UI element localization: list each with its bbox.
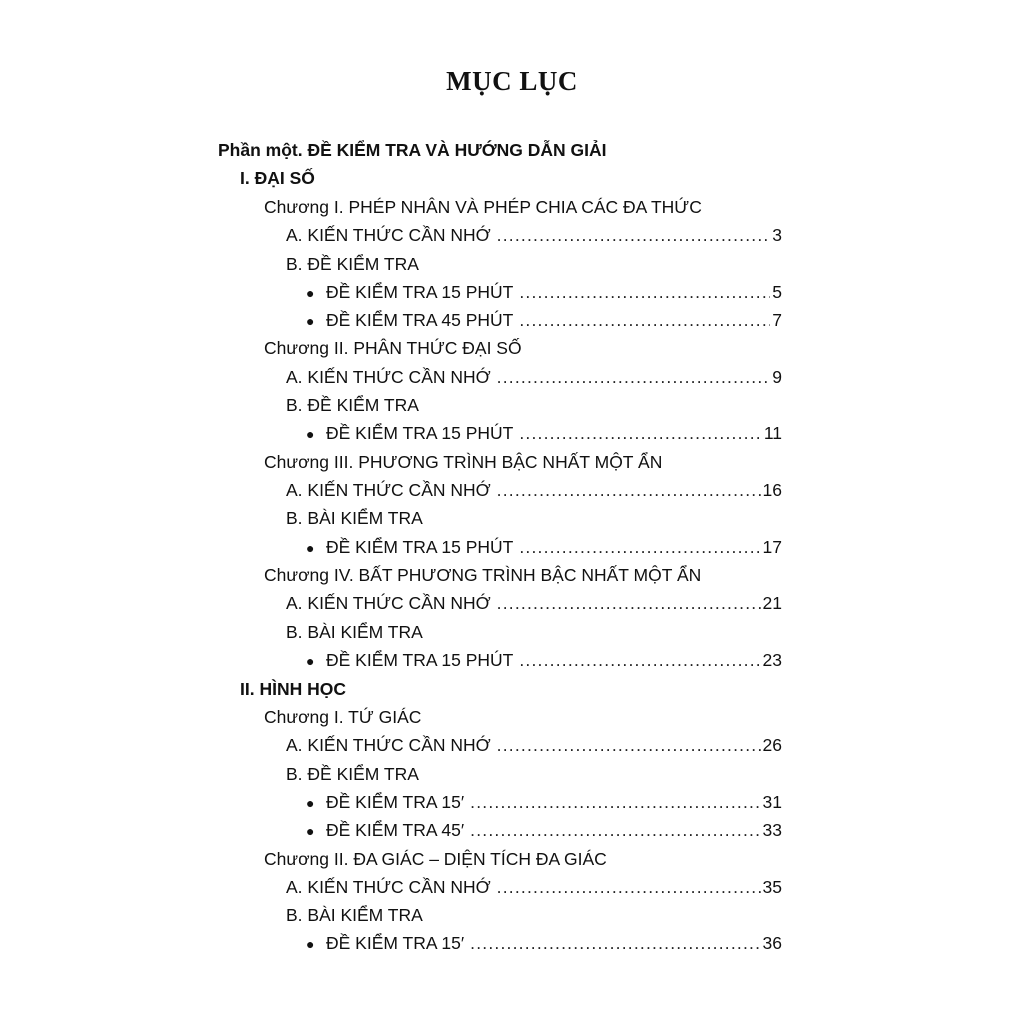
bullet-icon: ● <box>306 426 315 442</box>
toc-entry[interactable] <box>286 731 782 759</box>
toc-entry[interactable] <box>306 533 782 561</box>
section-heading: I. ĐẠI SỐ <box>240 168 315 188</box>
entry-label: ĐỀ KIỂM TRA 15 PHÚT <box>326 537 514 557</box>
chapter-title[interactable]: Chương I. TỨ GIÁC <box>264 707 422 727</box>
dot-leader <box>470 929 760 957</box>
bullet-icon: ● <box>306 936 315 952</box>
page-number: 26 <box>762 735 782 755</box>
subsection-label: B. ĐỀ KIỂM TRA <box>286 395 419 415</box>
toc-entry[interactable] <box>306 419 782 447</box>
page-number: 35 <box>762 877 782 897</box>
page-number: 3 <box>772 225 782 245</box>
dot-leader <box>497 363 771 391</box>
bullet-icon: ● <box>306 653 315 669</box>
dot-leader <box>470 788 760 816</box>
part-heading: Phần một. ĐỀ KIỂM TRA VÀ HƯỚNG DẪN GIẢI <box>218 140 607 160</box>
subsection-label: B. BÀI KIỂM TRA <box>286 508 423 528</box>
dot-leader <box>470 816 760 844</box>
page-number: 36 <box>762 933 782 953</box>
chapter-title[interactable]: Chương II. PHÂN THỨC ĐẠI SỐ <box>264 338 522 358</box>
dot-leader <box>519 306 770 334</box>
page-number: 11 <box>763 423 782 443</box>
dot-leader <box>497 873 761 901</box>
bullet-icon: ● <box>306 795 315 811</box>
subsection-label: B. ĐỀ KIỂM TRA <box>286 254 419 274</box>
entry-label: ĐỀ KIỂM TRA 15′ <box>326 792 465 812</box>
chapter-title[interactable]: Chương II. ĐA GIÁC – DIỆN TÍCH ĐA GIÁC <box>264 849 607 869</box>
entry-label: A. KIẾN THỨC CẦN NHỚ <box>286 225 491 245</box>
entry-label: A. KIẾN THỨC CẦN NHỚ <box>286 480 491 500</box>
page-number: 17 <box>762 537 782 557</box>
dot-leader <box>497 221 771 249</box>
subsection-label: B. ĐỀ KIỂM TRA <box>286 764 419 784</box>
entry-label: A. KIẾN THỨC CẦN NHỚ <box>286 593 491 613</box>
toc-entry[interactable] <box>286 221 782 249</box>
dot-leader <box>497 476 761 504</box>
toc-entry[interactable] <box>286 873 782 901</box>
dot-leader <box>497 731 761 759</box>
page-number: 7 <box>772 310 782 330</box>
subsection-label: B. BÀI KIỂM TRA <box>286 905 423 925</box>
page-number: 33 <box>762 820 782 840</box>
toc-entry[interactable] <box>306 306 782 334</box>
bullet-icon: ● <box>306 540 315 556</box>
dot-leader <box>519 278 770 306</box>
entry-label: ĐỀ KIỂM TRA 15 PHÚT <box>326 282 514 302</box>
entry-label: ĐỀ KIỂM TRA 45 PHÚT <box>326 310 514 330</box>
page-number: 5 <box>772 282 782 302</box>
dot-leader <box>519 533 760 561</box>
chapter-title[interactable]: Chương I. PHÉP NHÂN VÀ PHÉP CHIA CÁC ĐA THỨC <box>264 197 702 217</box>
dot-leader <box>497 589 761 617</box>
page-number: 21 <box>762 593 782 613</box>
subsection-label: B. BÀI KIỂM TRA <box>286 622 423 642</box>
page-number: 16 <box>762 480 782 500</box>
chapter-title[interactable]: Chương III. PHƯƠNG TRÌNH BẬC NHẤT MỘT ẨN <box>264 452 663 472</box>
toc-entry[interactable] <box>306 278 782 306</box>
dot-leader <box>519 419 761 447</box>
entry-label: ĐỀ KIỂM TRA 15 PHÚT <box>326 423 514 443</box>
page-number: 23 <box>762 650 782 670</box>
toc-entry[interactable] <box>306 929 782 957</box>
toc-entry[interactable] <box>286 476 782 504</box>
chapter-title[interactable]: Chương IV. BẤT PHƯƠNG TRÌNH BẬC NHẤT MỘT ẨN <box>264 565 702 585</box>
entry-label: ĐỀ KIỂM TRA 45′ <box>326 820 465 840</box>
bullet-icon: ● <box>306 823 315 839</box>
toc-entry[interactable] <box>286 363 782 391</box>
page-number: 9 <box>772 367 782 387</box>
section-heading: II. HÌNH HỌC <box>240 679 346 699</box>
bullet-icon: ● <box>306 285 315 301</box>
entry-label: A. KIẾN THỨC CẦN NHỚ <box>286 877 491 897</box>
toc-entry[interactable] <box>286 589 782 617</box>
entry-label: A. KIẾN THỨC CẦN NHỚ <box>286 735 491 755</box>
bullet-icon: ● <box>306 313 315 329</box>
page-title: MỤC LỤC <box>446 66 578 96</box>
toc-entry[interactable] <box>306 816 782 844</box>
toc-entry[interactable] <box>306 788 782 816</box>
dot-leader <box>519 646 760 674</box>
entry-label: A. KIẾN THỨC CẦN NHỚ <box>286 367 491 387</box>
entry-label: ĐỀ KIỂM TRA 15′ <box>326 933 465 953</box>
toc-entry[interactable] <box>306 646 782 674</box>
page-number: 31 <box>762 792 782 812</box>
entry-label: ĐỀ KIỂM TRA 15 PHÚT <box>326 650 514 670</box>
